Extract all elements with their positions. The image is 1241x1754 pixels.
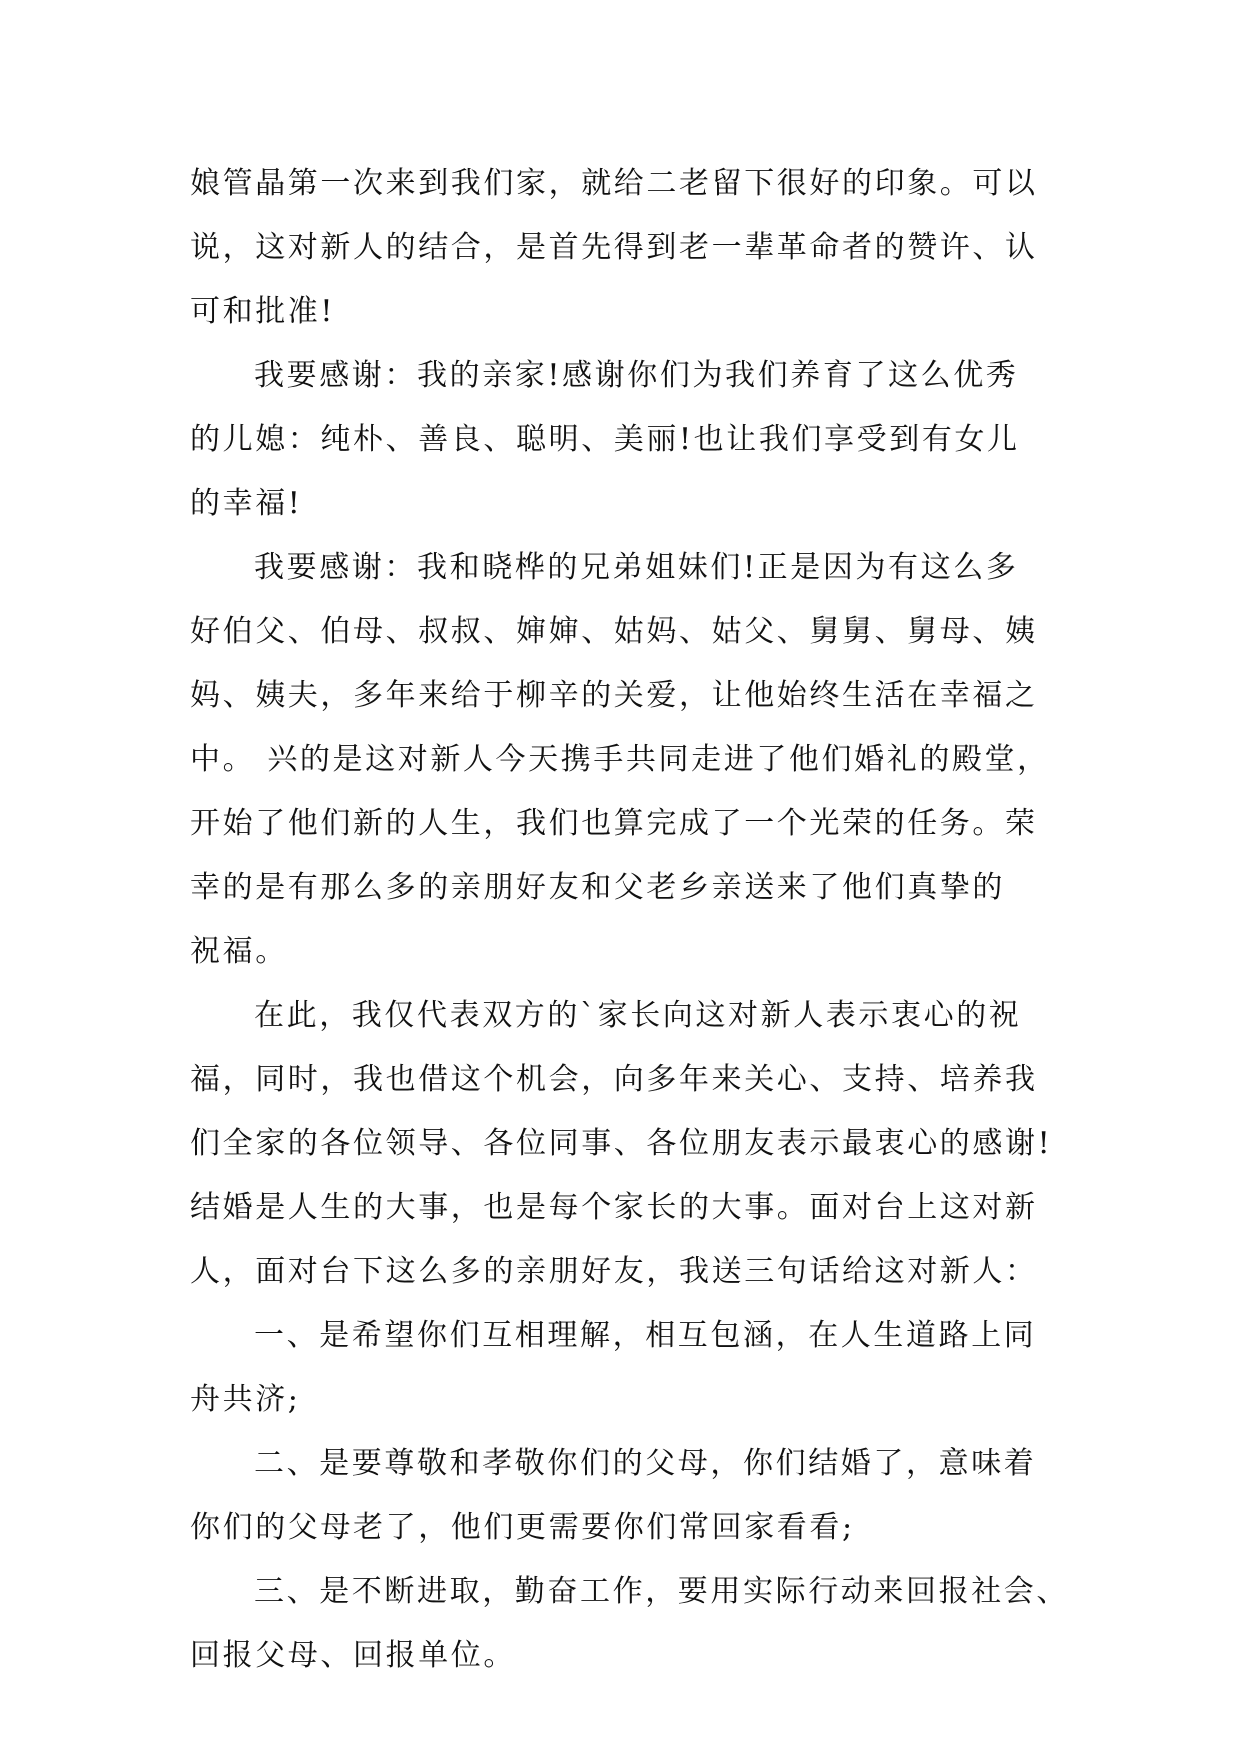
text-line: 回报父母、回报单位。 [190, 1638, 516, 1673]
text-line: 祝福。 [190, 934, 288, 969]
paragraph [190, 536, 1070, 984]
text-line: 我要感谢：我的亲家!感谢你们为我们养育了这么优秀 [254, 358, 1019, 393]
text-line: 结婚是人生的大事，也是每个家长的大事。面对台上这对新 [190, 1190, 1038, 1225]
paragraph [190, 984, 1070, 1304]
document-body [190, 152, 1070, 1688]
paragraph [190, 1560, 1070, 1688]
text-line: 说，这对新人的结合，是首先得到老一辈革命者的赞许、认 [190, 230, 1038, 265]
text-line: 娘管晶第一次来到我们家，就给二老留下很好的印象。可以 [190, 166, 1038, 201]
text-line: 福，同时，我也借这个机会，向多年来关心、支持、培养我 [190, 1062, 1038, 1097]
paragraph [190, 344, 1070, 536]
text-line: 中。 兴的是这对新人今天携手共同走进了他们婚礼的殿堂， [190, 742, 1050, 777]
text-line: 好伯父、伯母、叔叔、婶婶、姑妈、姑父、舅舅、舅母、姨 [190, 614, 1038, 649]
paragraph [190, 152, 1070, 344]
text-line: 你们的父母老了，他们更需要你们常回家看看; [190, 1510, 855, 1545]
text-line: 的儿媳：纯朴、善良、聪明、美丽!也让我们享受到有女儿 [190, 422, 1020, 457]
text-line: 在此，我仅代表双方的`家长向这对新人表示衷心的祝 [254, 998, 1022, 1033]
text-line: 可和批准! [190, 294, 336, 329]
text-line: 幸的是有那么多的亲朋好友和父老乡亲送来了他们真挚的 [190, 870, 1005, 905]
text-line: 开始了他们新的人生，我们也算完成了一个光荣的任务。荣 [190, 806, 1038, 841]
text-line: 妈、姨夫，多年来给于柳辛的关爱，让他始终生活在幸福之 [190, 678, 1038, 713]
text-line: 一、是希望你们互相理解，相互包涵，在人生道路上同 [254, 1318, 1037, 1353]
text-line: 的幸福! [190, 486, 303, 521]
text-line: 舟共济; [190, 1382, 301, 1417]
text-line: 三、是不断进取，勤奋工作，要用实际行动来回报社会、 [254, 1574, 1069, 1609]
text-line: 二、是要尊敬和孝敬你们的父母，你们结婚了，意味着 [254, 1446, 1037, 1481]
text-line: 我要感谢：我和晓桦的兄弟姐妹们!正是因为有这么多 [254, 550, 1019, 585]
paragraph [190, 1304, 1070, 1432]
text-line: 们全家的各位领导、各位同事、各位朋友表示最衷心的感谢! [190, 1126, 1053, 1161]
paragraph [190, 1432, 1070, 1560]
text-line: 人，面对台下这么多的亲朋好友，我送三句话给这对新人： [190, 1254, 1038, 1289]
